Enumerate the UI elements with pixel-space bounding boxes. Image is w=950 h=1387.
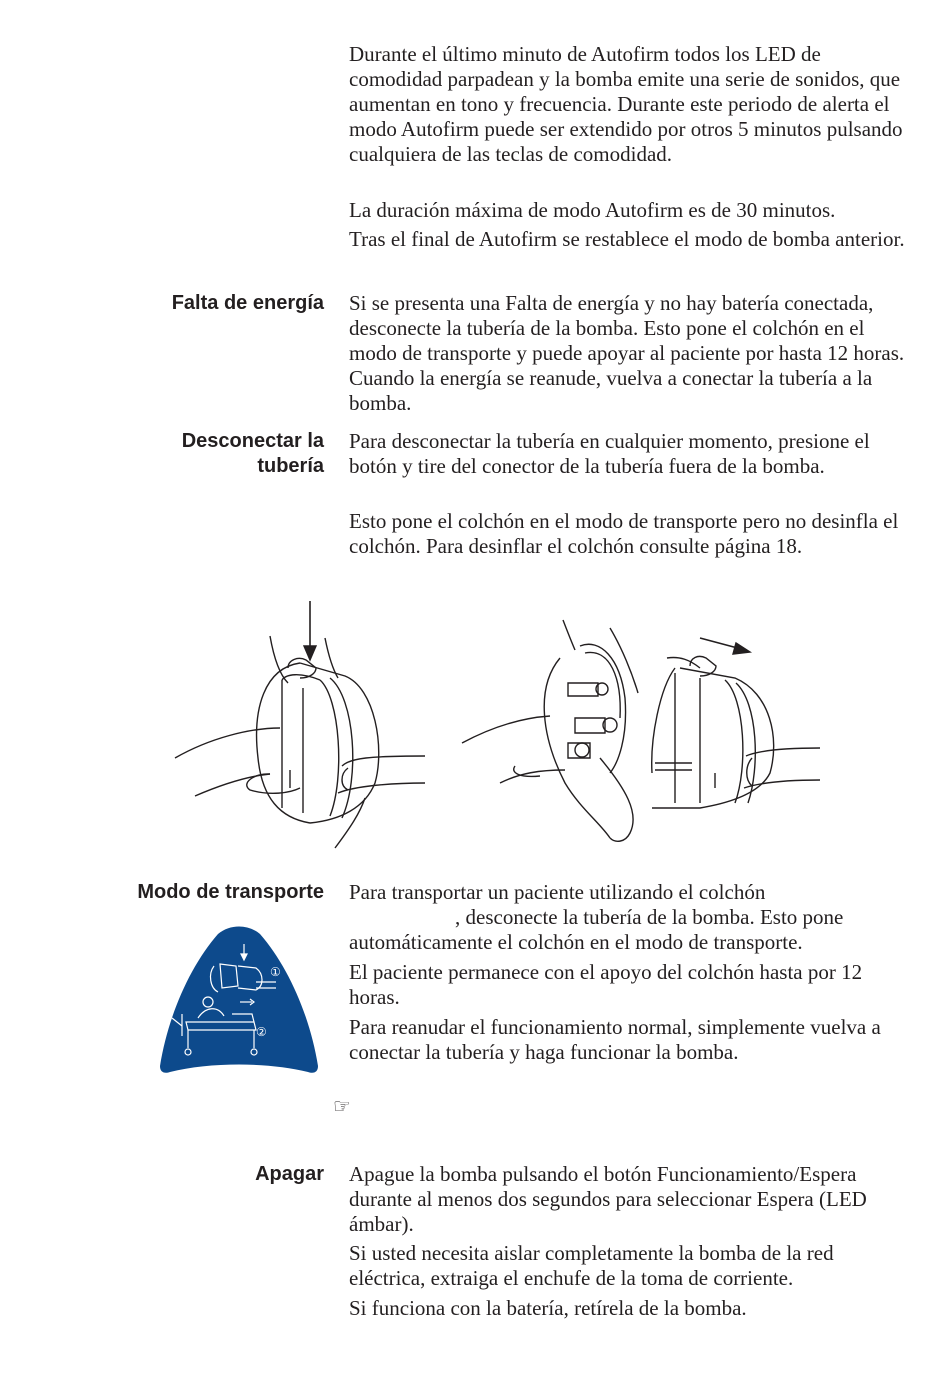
- disconnect-tubing-heading: [64, 429, 324, 479]
- autofirm-alert-paragraph: Durante el último minuto de Autofirm todos los LED de comodidad parpadean y la bomba emite una serie de sonidos, que aumentan en tono y frecuencia. Durante este periodo de alerta el modo Autofirm puede ser extendido por otros 5 minutos pulsando cualquiera de las teclas de comodidad.: [349, 42, 903, 166]
- autofirm-max-duration-paragraph: La duración máxima de modo Autofirm es de 30 minutos.: [349, 198, 836, 222]
- autofirm-end-paragraph: Tras el final de Autofirm se restablece el modo de bomba anterior.: [349, 227, 905, 251]
- shutdown-heading: Apagar: [255, 1163, 324, 1185]
- disconnect-heading-line1: Desconectar la: [181, 430, 324, 452]
- tubing-disconnect-illustration: [170, 598, 830, 860]
- badge-background: [160, 927, 318, 1073]
- shutdown-paragraph: Apague la bomba pulsando el botón Funcionamiento/Espera durante al menos dos segundos para seleccionar Espera (LED ámbar).: [349, 1162, 867, 1236]
- shutdown-isolate-paragraph: Si usted necesita aislar completamente la bomba de la red eléctrica, extraiga el enchufe de la toma de corriente.: [349, 1241, 834, 1290]
- transport-paragraph-start: Para transportar un paciente utilizando el colchón: [349, 880, 766, 904]
- badge-step1-marker: ①: [270, 965, 281, 979]
- transport-support-paragraph: El paciente permanece con el apoyo del colchón hasta por 12 horas.: [349, 960, 863, 1009]
- disconnect-heading-line2: tubería: [257, 455, 324, 477]
- left-pump-illustration: [175, 601, 425, 848]
- power-failure-paragraph: Si se presenta una Falta de energía y no hay batería conectada, desconecte la tubería de la bomba. Esto pone el colchón en el modo de transporte y puede apoyar al paciente por hasta 12 horas. Cuando la energía se reanude, vuelva a conectar la tubería a la bomba.: [349, 291, 905, 415]
- shutdown-battery-paragraph: Si funciona con la batería, retírela de la bomba.: [349, 1296, 747, 1320]
- power-failure-heading: Falta de energía: [171, 292, 324, 314]
- transport-mode-paragraph: [349, 880, 909, 955]
- pointing-hand-icon: ☞: [333, 1094, 351, 1118]
- transport-resume-paragraph: Para reanudar el funcionamiento normal, simplemente vuelva a conectar la tubería y haga funcionar la bomba.: [349, 1015, 881, 1064]
- disconnect-tubing-paragraph: Para desconectar la tubería en cualquier momento, presione el botón y tire del conector de la tubería fuera de la bomba.: [349, 429, 870, 478]
- transport-paragraph-end: , desconecte la tubería de la bomba. Esto pone automáticamente el colchón en el modo de transporte.: [349, 905, 844, 954]
- badge-step2-marker: ②: [256, 1025, 267, 1039]
- right-pump-illustration: [462, 620, 820, 841]
- disconnect-transport-paragraph: Esto pone el colchón en el modo de transporte pero no desinfla el colchón. Para desinflar el colchón consulte página 18.: [349, 509, 899, 558]
- transport-mode-badge: [158, 926, 320, 1076]
- transport-mode-heading: Modo de transporte: [137, 881, 324, 903]
